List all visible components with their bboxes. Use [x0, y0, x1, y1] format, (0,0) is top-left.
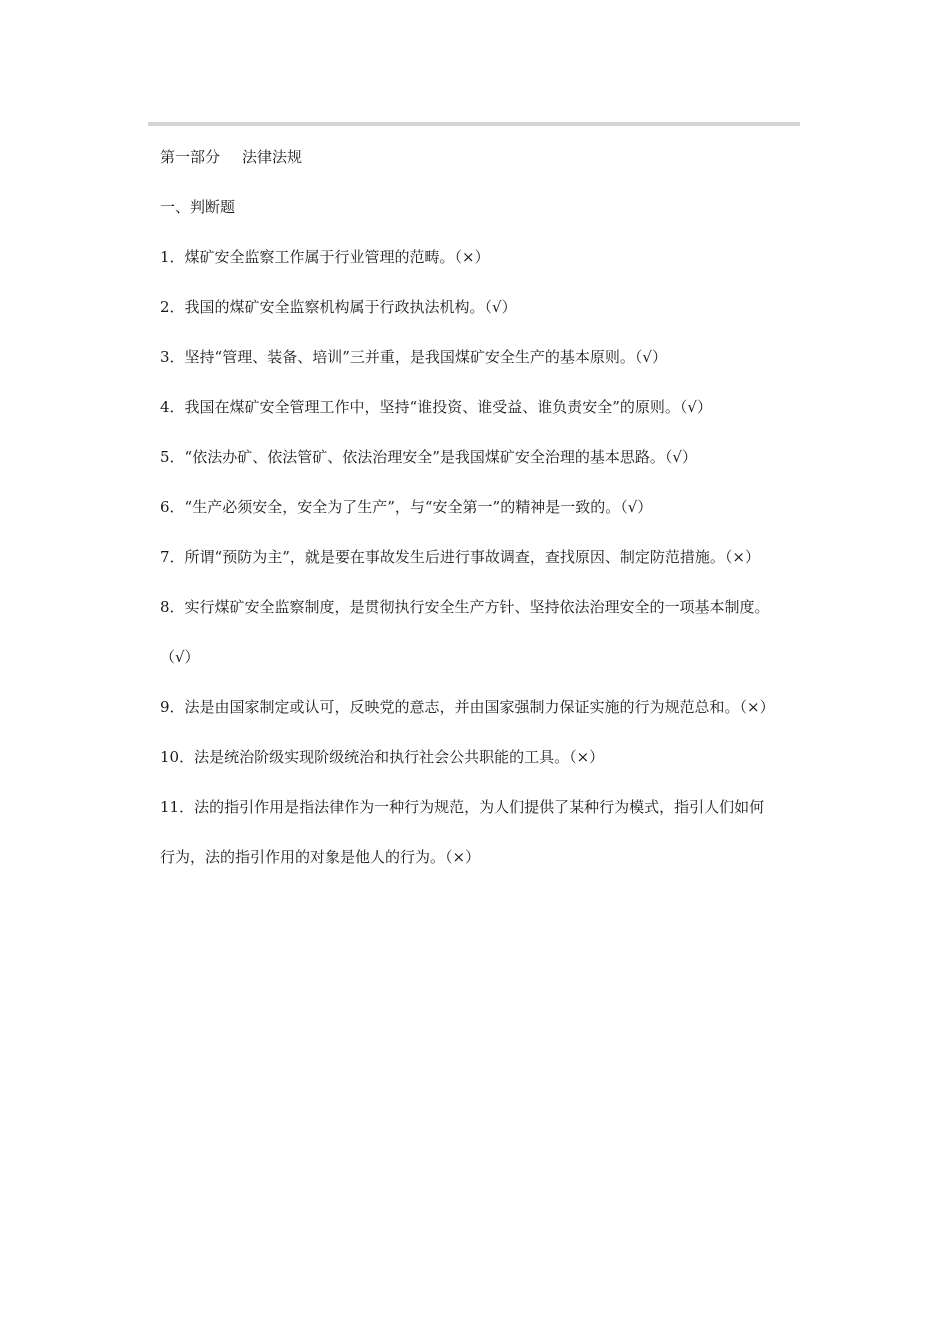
document-body [160, 132, 775, 882]
part-heading [160, 132, 770, 182]
question-8-line-2: （√） [160, 648, 200, 666]
question-11-line-1: 11．法的指引作用是指法律作为一种行为规范，为人们提供了某种行为模式，指引人们如何 [160, 798, 765, 816]
question-5: 5．“依法办矿、依法管矿、依法治理安全”是我国煤矿安全治理的基本思路。（√） [160, 448, 697, 466]
section-heading: 一、判断题 [160, 198, 236, 216]
part-title: 法律法规 [242, 148, 303, 166]
question-6: 6．“生产必须安全，安全为了生产”，与“安全第一”的精神是一致的。（√） [160, 498, 653, 516]
header-rule [148, 122, 800, 126]
question-10: 10．法是统治阶级实现阶级统治和执行社会公共职能的工具。（×） [160, 748, 605, 766]
question-11-line-2: 行为，法的指引作用的对象是他人的行为。（×） [160, 848, 481, 866]
question-3: 3．坚持“管理、装备、培训”三并重，是我国煤矿安全生产的基本原则。（√） [160, 348, 667, 366]
question-4: 4．我国在煤矿安全管理工作中，坚持“谁投资、谁受益、谁负责安全”的原则。（√） [160, 398, 712, 416]
question-1: 1．煤矿安全监察工作属于行业管理的范畴。（×） [160, 248, 490, 266]
question-7: 7．所谓“预防为主”，就是要在事故发生后进行事故调查，查找原因、制定防范措施。（×） [160, 548, 760, 566]
question-8-line-1: 8．实行煤矿安全监察制度，是贯彻执行安全生产方针、坚持依法治理安全的一项基本制度。 [160, 598, 770, 616]
question-2: 2．我国的煤矿安全监察机构属于行政执法机构。（√） [160, 298, 517, 316]
question-9: 9．法是由国家制定或认可，反映党的意志，并由国家强制力保证实施的行为规范总和。（×） [160, 698, 775, 716]
part-number: 第一部分 [160, 148, 221, 166]
